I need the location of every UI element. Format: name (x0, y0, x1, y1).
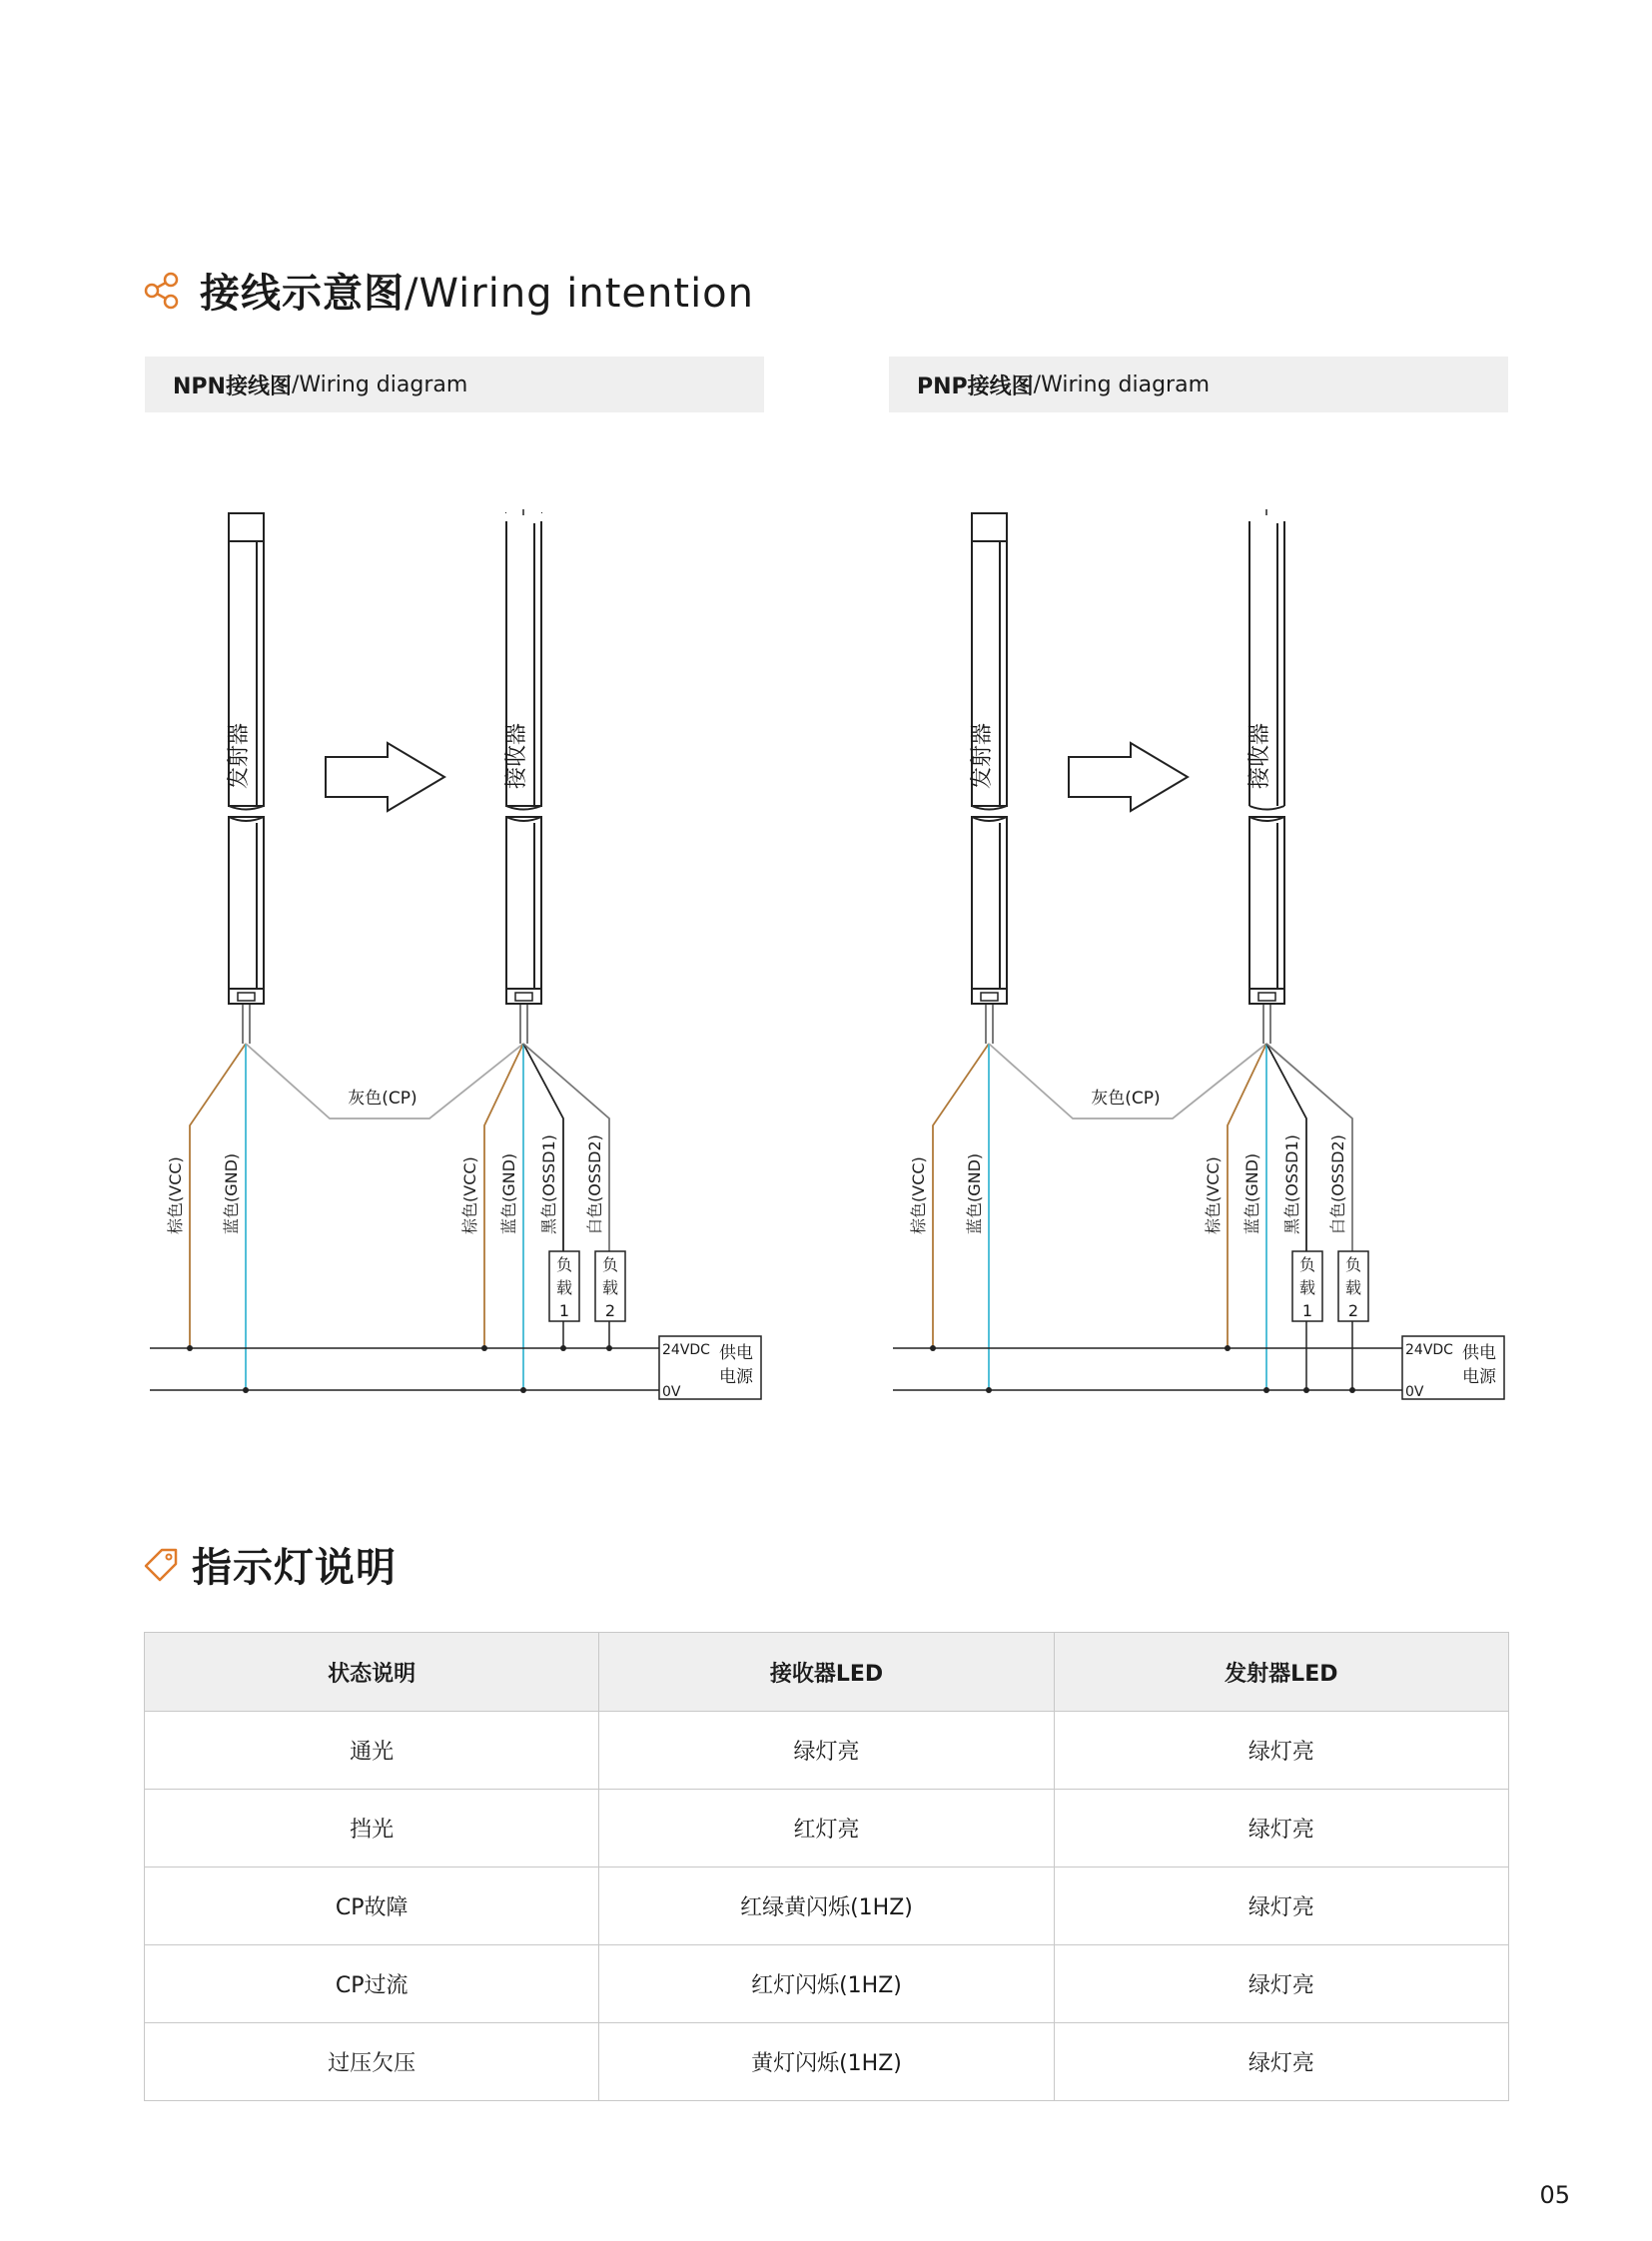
tag-icon (142, 1546, 180, 1584)
svg-text:0V: 0V (1405, 1384, 1424, 1400)
emitter-device (970, 513, 1007, 1044)
header-emitter-led: 发射器LED (1054, 1633, 1508, 1712)
load-1 (549, 1251, 579, 1321)
indicator-section-title (142, 1536, 397, 1593)
cp-wire-label: 灰色(CP) (348, 1089, 417, 1109)
emitter-led-cell: 绿灯亮 (1054, 1868, 1508, 1945)
emitter-led-cell: 绿灯亮 (1054, 1712, 1508, 1790)
led-status-table (144, 1632, 1509, 2101)
emitter-gnd-label: 蓝色(GND) (222, 1152, 241, 1234)
svg-text:负: 负 (1344, 1255, 1362, 1274)
svg-text:0V: 0V (662, 1384, 681, 1400)
status-cell: 挡光 (145, 1790, 599, 1868)
table-row (145, 1868, 1509, 1945)
receiver-ossd1-label: 黑色(OSSD1) (1282, 1134, 1301, 1234)
svg-text:载: 载 (1344, 1278, 1362, 1297)
power-supply (659, 1336, 761, 1400)
arrow-icon (326, 743, 444, 811)
receiver-ossd2-label: 白色(OSSD2) (1328, 1134, 1347, 1234)
svg-text:1: 1 (558, 1301, 570, 1320)
receiver-ossd2-label: 白色(OSSD2) (585, 1134, 604, 1234)
svg-text:2: 2 (1347, 1301, 1359, 1320)
svg-text:24VDC: 24VDC (662, 1342, 710, 1358)
table-row (145, 1945, 1509, 2023)
svg-text:供电: 供电 (1462, 1343, 1496, 1363)
receiver-label: 接收器 (1247, 722, 1272, 789)
pnp-wiring-diagram (883, 499, 1542, 1418)
svg-text:负: 负 (555, 1255, 573, 1274)
npn-header: NPN接线图 /Wiring diagram (145, 357, 764, 412)
svg-text:负: 负 (601, 1255, 619, 1274)
receiver-label: 接收器 (504, 722, 529, 789)
emitter-led-cell: 绿灯亮 (1054, 1945, 1508, 2023)
svg-text:供电: 供电 (719, 1343, 753, 1363)
table-row (145, 1712, 1509, 1790)
svg-text:电源: 电源 (1462, 1367, 1496, 1387)
npn-wiring-diagram (140, 499, 799, 1418)
receiver-vcc-label: 棕色(VCC) (460, 1156, 479, 1234)
table-header-row (145, 1633, 1509, 1712)
emitter-vcc-label: 棕色(VCC) (166, 1156, 185, 1234)
svg-text:载: 载 (555, 1278, 573, 1297)
receiver-device (504, 509, 541, 1044)
pnp-header: PNP接线图 /Wiring diagram (889, 357, 1508, 412)
receiver-ossd1-label: 黑色(OSSD1) (539, 1134, 558, 1234)
load-2 (1338, 1251, 1368, 1321)
load-1 (1292, 1251, 1322, 1321)
svg-text:24VDC: 24VDC (1405, 1342, 1453, 1358)
svg-text:载: 载 (601, 1278, 619, 1297)
cp-wire-label: 灰色(CP) (1091, 1089, 1161, 1109)
table-row (145, 2023, 1509, 2101)
receiver-led-cell: 红灯亮 (599, 1790, 1054, 1868)
page-number: 05 (1539, 2181, 1570, 2209)
wiring-section-title (142, 262, 754, 319)
wiring-title: 接线示意图/Wiring intention (200, 271, 755, 317)
svg-text:1: 1 (1301, 1301, 1313, 1320)
receiver-gnd-label: 蓝色(GND) (1242, 1152, 1261, 1234)
status-cell: 过压欠压 (145, 2023, 599, 2101)
receiver-led-cell: 绿灯亮 (599, 1712, 1054, 1790)
indicator-title: 指示灯说明 (192, 1545, 397, 1591)
svg-text:载: 载 (1298, 1278, 1316, 1297)
emitter-vcc-label: 棕色(VCC) (909, 1156, 928, 1234)
svg-text:2: 2 (604, 1301, 616, 1320)
header-receiver-led: 接收器LED (599, 1633, 1054, 1712)
receiver-led-cell: 红灯闪烁(1HZ) (599, 1945, 1054, 2023)
emitter-label: 发射器 (227, 722, 252, 789)
emitter-label: 发射器 (970, 722, 995, 789)
receiver-device (1247, 509, 1284, 1044)
load-2 (595, 1251, 625, 1321)
status-cell: CP故障 (145, 1868, 599, 1945)
arrow-icon (1069, 743, 1188, 811)
status-cell: CP过流 (145, 1945, 599, 2023)
receiver-gnd-label: 蓝色(GND) (499, 1152, 518, 1234)
table-row (145, 1790, 1509, 1868)
emitter-led-cell: 绿灯亮 (1054, 1790, 1508, 1868)
receiver-led-cell: 红绿黄闪烁(1HZ) (599, 1868, 1054, 1945)
receiver-led-cell: 黄灯闪烁(1HZ) (599, 2023, 1054, 2101)
emitter-gnd-label: 蓝色(GND) (965, 1152, 984, 1234)
emitter-led-cell: 绿灯亮 (1054, 2023, 1508, 2101)
emitter-device (227, 513, 264, 1044)
receiver-vcc-label: 棕色(VCC) (1204, 1156, 1223, 1234)
svg-text:电源: 电源 (719, 1367, 753, 1387)
share-icon (142, 271, 182, 311)
power-supply (1402, 1336, 1504, 1400)
header-status: 状态说明 (145, 1633, 599, 1712)
status-cell: 通光 (145, 1712, 599, 1790)
svg-text:负: 负 (1298, 1255, 1316, 1274)
